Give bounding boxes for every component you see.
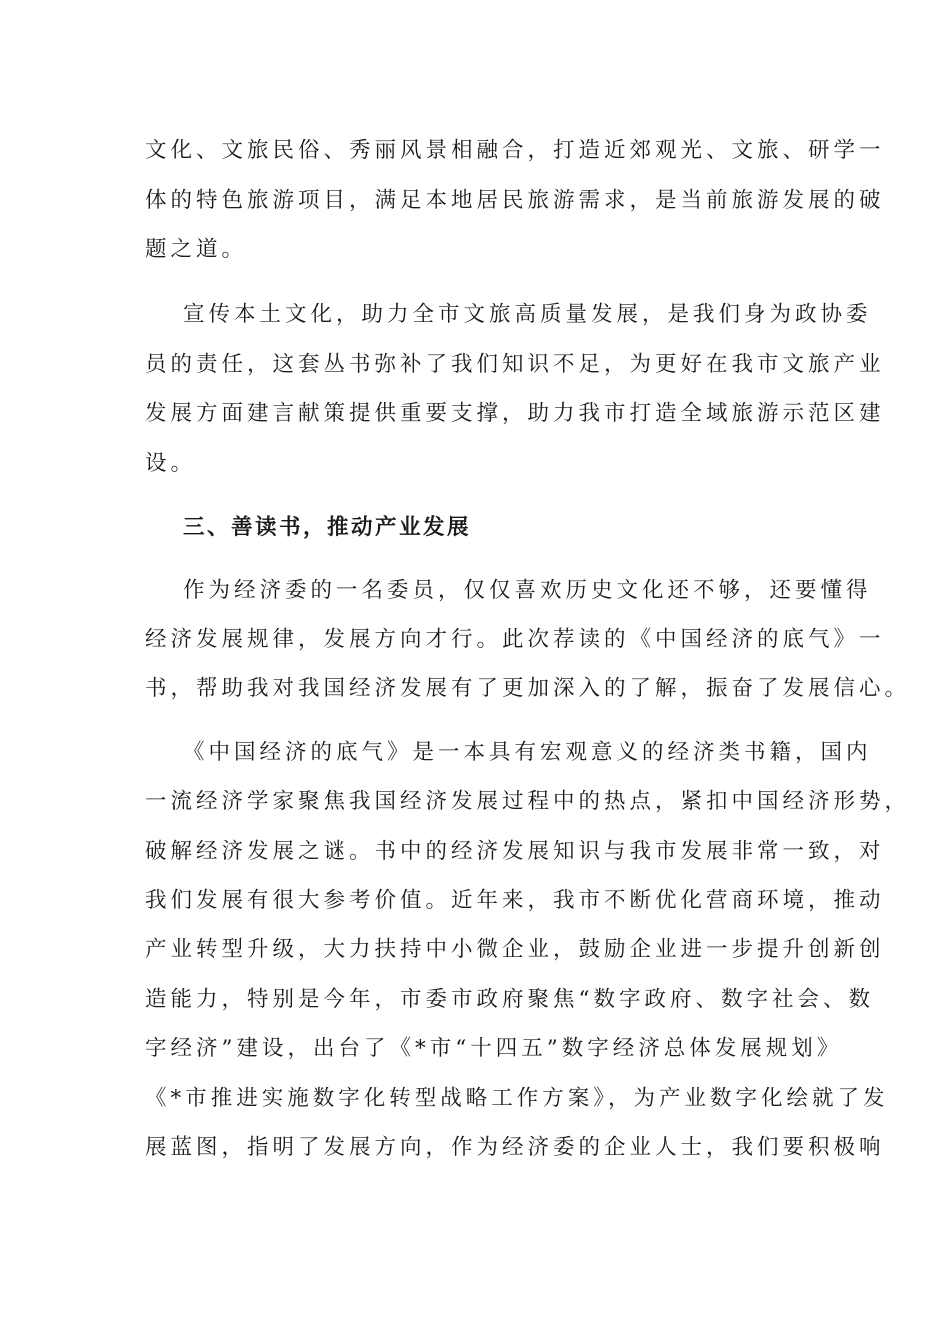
paragraph-line: 展蓝图，指明了发展方向，作为经济委的企业人士，我们要积极响: [145, 1135, 885, 1160]
paragraph-line: 体的特色旅游项目，满足本地居民旅游需求，是当前旅游发展的破: [145, 188, 885, 213]
paragraph-line: 发展方面建言献策提供重要支撑，助力我市打造全域旅游示范区建: [145, 401, 885, 426]
paragraph-line: 书，帮助我对我国经济发展有了更加深入的了解，振奋了发展信心。: [145, 676, 911, 701]
paragraph-line: 题之道。: [145, 237, 248, 262]
paragraph-line: 文化、文旅民俗、秀丽风景相融合，打造近郊观光、文旅、研学一: [145, 138, 885, 163]
paragraph-line: 经济发展规律，发展方向才行。此次荐读的《中国经济的底气》一: [145, 627, 885, 652]
paragraph-line: 《*市推进实施数字化转型战略工作方案》，为产业数字化绘就了发: [145, 1086, 889, 1111]
paragraph-line: 产业转型升级，大力扶持中小微企业，鼓励企业进一步提升创新创: [145, 937, 885, 962]
paragraph-line: 造能力，特别是今年，市委市政府聚焦“数字政府、数字社会、数: [145, 987, 874, 1012]
paragraph-line: 作为经济委的一名委员，仅仅喜欢历史文化还不够，还要懂得: [183, 578, 872, 603]
paragraph-line: 字经济”建设，出台了《*市“十四五”数字经济总体发展规划》: [145, 1036, 843, 1061]
paragraph-line: 《中国经济的底气》是一本具有宏观意义的经济类书籍，国内: [183, 740, 872, 765]
paragraph-line: 破解经济发展之谜。书中的经济发展知识与我市发展非常一致，对: [145, 839, 885, 864]
paragraph-line: 设。: [145, 451, 197, 476]
paragraph-line: 一流经济学家聚焦我国经济发展过程中的热点，紧扣中国经济形势，: [145, 789, 911, 814]
paragraph-line: 员的责任，这套丛书弥补了我们知识不足，为更好在我市文旅产业: [145, 352, 885, 377]
paragraph-line: 宣传本土文化，助力全市文旅高质量发展，是我们身为政协委: [183, 302, 872, 327]
paragraph-line: 我们发展有很大参考价值。近年来，我市不断优化营商环境，推动: [145, 888, 885, 913]
section-heading: 三、善读书，推动产业发展: [183, 515, 472, 540]
